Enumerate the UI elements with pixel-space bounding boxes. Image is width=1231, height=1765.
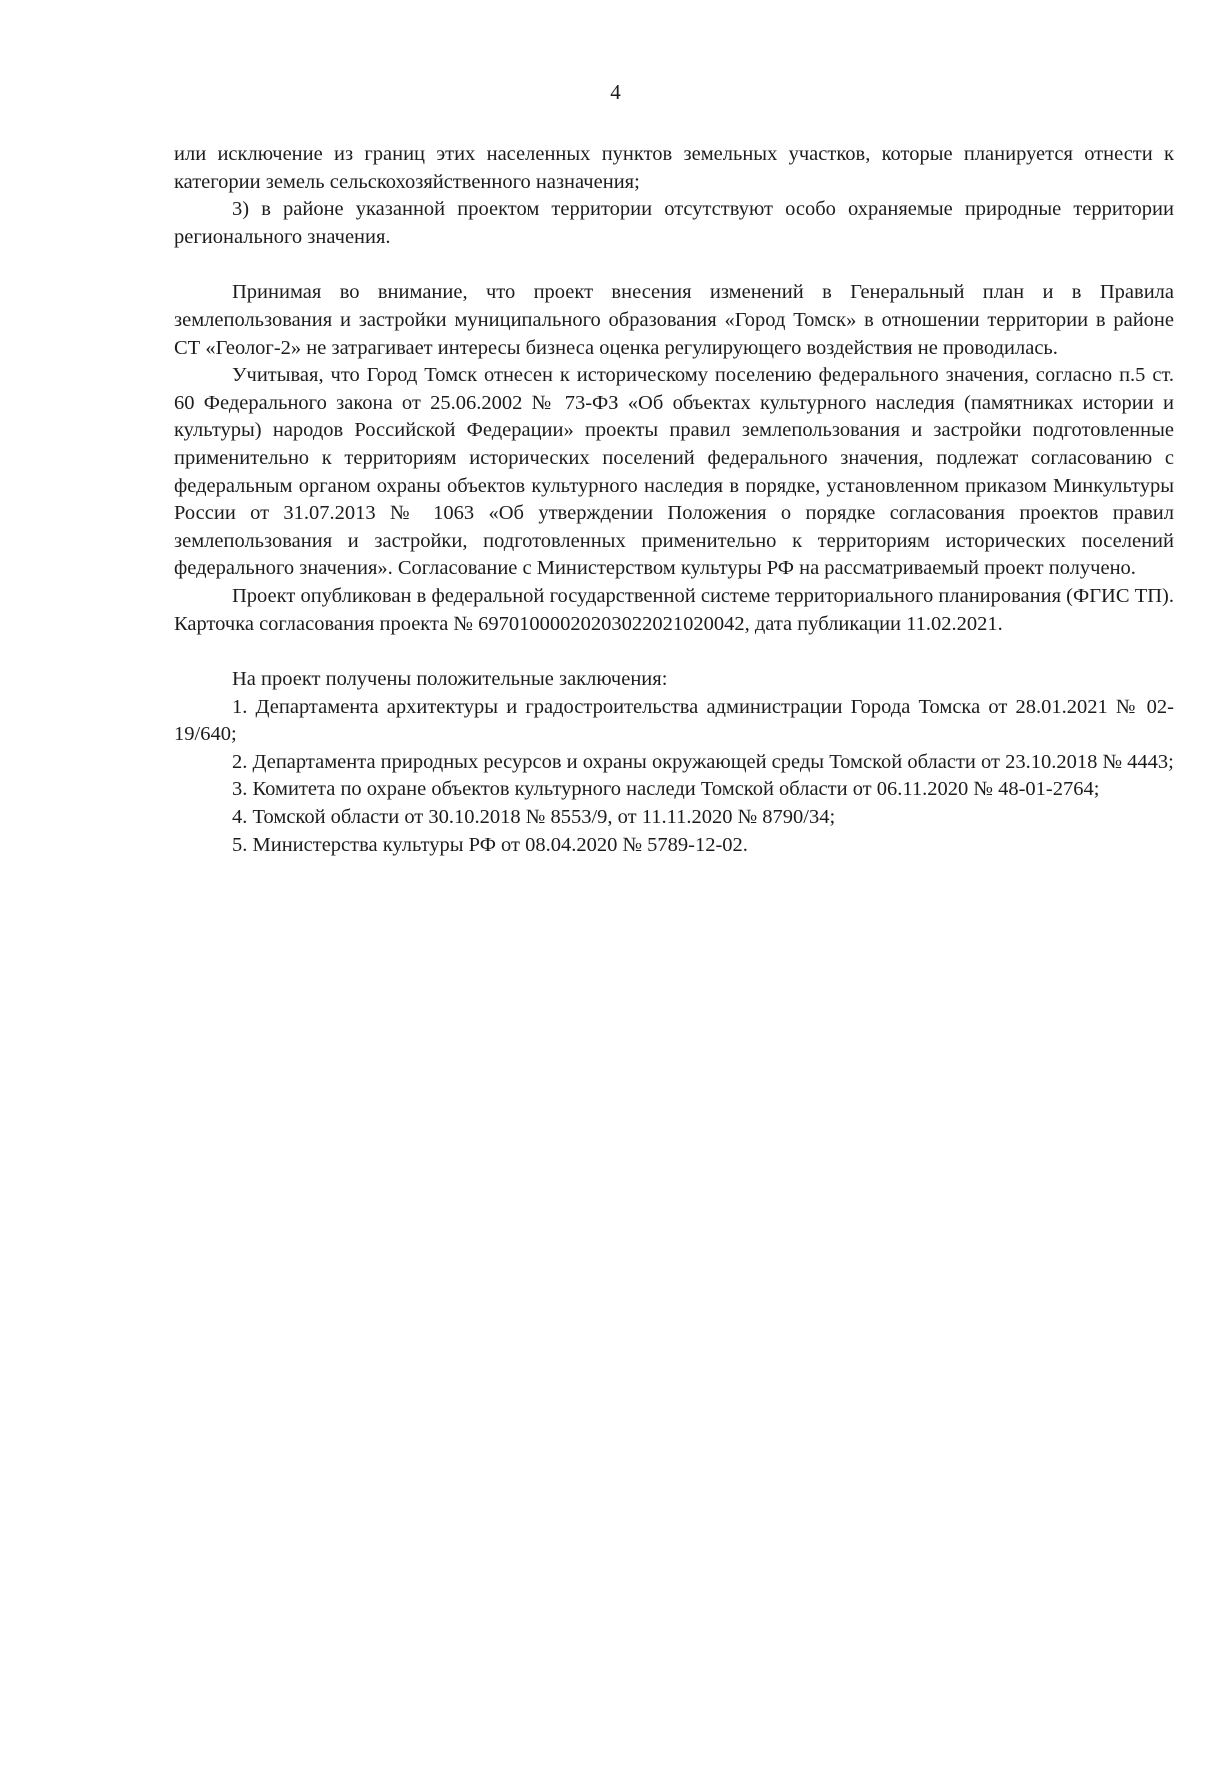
document-body [174,141,1174,859]
paragraph-regulatory-impact: Принимая во внимание, что проект внесения изменений в Генеральный план и в Правила землепользования и застройки муниципального образования «Город Томск» в отношении территории в районе СТ «Геолог-2» не затрагивает интересы бизнеса оценка регулирующего воздействия не проводилась. [174,281,1174,359]
page-number: 4 [610,80,621,104]
conclusion-item: 5. Министерства культуры РФ от 08.04.2020 № 5789-12-02. [232,833,748,856]
paragraph-historical-settlement: Учитывая, что Город Томск отнесен к историческому поселению федерального значения, согласно п.5 ст. 60 Федерального закона от 25.06.2002 № 73-ФЗ «Об объектах культурного наследия (памятниках истории и культуры) народов Российской Федерации» проекты правил землепользования и застройки подготовленные применительно к территориям исторических поселений федерального значения, подлежат согласованию с федеральным органом охраны объектов культурного наследия в порядке, установленном приказом Минкультуры России от 31.07.2013 № 1063 «Об утверждении Положения о порядке согласования проектов правил землепользования и застройки, подготовленных применительно к территориям исторических поселений федерального значения». Согласование с Министерством культуры РФ на рассматриваемый проект получено. [174,364,1174,580]
paragraph-continuation: или исключение из границ этих населенных пунктов земельных участков, которые планируется отнести к категории земель сельскохозяйственного назначения; [174,143,1174,193]
conclusion-item: 3. Комитета по охране объектов культурного наследи Томской области от 06.11.2020 № 48-01-2764; [232,778,1100,801]
paragraph-publication: Проект опубликован в федеральной государственной системе территориального планирования (ФГИС ТП). Карточка согласования проекта № 69701000020203022021020042, дата публикации 11.02.2021. [174,584,1174,635]
conclusion-item: 2. Департамента природных ресурсов и охраны окружающей среды Томской области от 23.10.2018 № 4443; [232,750,1174,773]
conclusion-item: 1. Департамента архитектуры и градостроительства администрации Города Томска от 28.01.2021 № 02-19/640; [174,695,1174,746]
paragraph-conclusions-intro: На проект получены положительные заключения: [232,668,668,691]
conclusion-item: 4. Томской области от 30.10.2018 № 8553/9, от 11.11.2020 № 8790/34; [232,806,836,829]
paragraph-item-3: 3) в районе указанной проектом территории отсутствуют особо охраняемые природные территории регионального значения. [174,198,1174,248]
